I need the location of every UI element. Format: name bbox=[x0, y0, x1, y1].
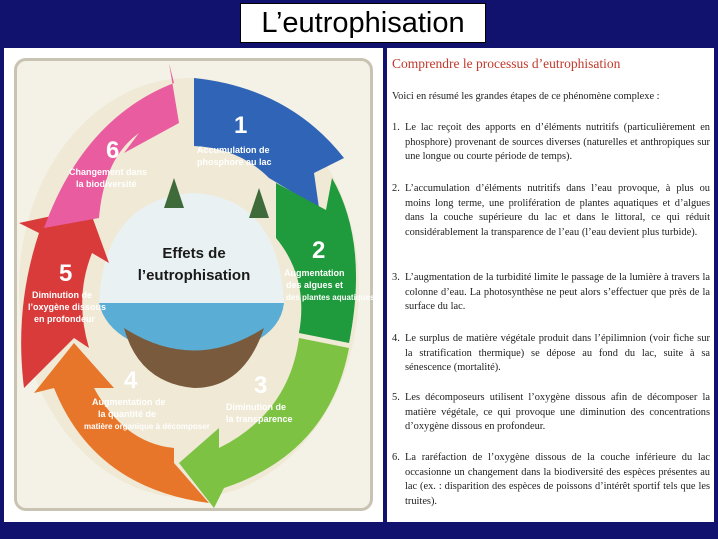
item-number: 6. bbox=[392, 452, 400, 463]
eutrophication-cycle-diagram bbox=[14, 58, 373, 511]
explanation-item bbox=[392, 391, 710, 435]
explanation-item bbox=[392, 451, 710, 509]
step-5-number: 5 bbox=[59, 260, 73, 287]
step-6-line2: la biodiversité bbox=[76, 179, 137, 189]
item-text: L’accumulation d’éléments nutritifs dans l’eau provoque, à plus ou moins long terme, une prolifération de plantes aquatiques et d’algues dans la couche supérieure du lac et dans le littoral, ce qui réduit considérablement la transparence de l’eau (l’eau devient plus turbide). bbox=[405, 183, 710, 238]
step-6-number: 6 bbox=[106, 137, 120, 164]
item-text: Les décomposeurs utilisent l’oxygène dissous afin de décomposer la matière végétale, ce qui provoque une diminution des concentrations d’oxygène dissous en profondeur. bbox=[405, 392, 710, 433]
item-text: L’augmentation de la turbidité limite le passage de la lumière à travers la colonne d’eau. La photosynthèse ne peut alors s’effectuer que près de la surface du lac. bbox=[405, 272, 710, 313]
step-5-line3: en profondeur bbox=[34, 314, 95, 324]
slide-footer-strip bbox=[0, 524, 718, 539]
slide-title: L’eutrophisation bbox=[240, 3, 486, 43]
item-number: 4. bbox=[392, 333, 400, 344]
step-5-line2: l’oxygène dissous bbox=[28, 302, 107, 312]
step-4-line1: Augmentation de bbox=[92, 397, 166, 407]
item-text: La raréfaction de l’oxygène dissous de la couche inférieure du lac occasionne un changement dans la biodiversité des espèces présentes au lac (ex. : disparition des espèces de poissons d’intérêt sportif tels que les truites). bbox=[405, 452, 710, 507]
item-number: 2. bbox=[392, 183, 400, 194]
step-2-line2: des algues et bbox=[286, 280, 344, 290]
step-6-line1: Changement dans bbox=[69, 167, 148, 177]
step-3-line2: la transparence bbox=[226, 414, 293, 424]
step-2-line3: des plantes aquatiques bbox=[286, 293, 373, 302]
explanation-panel bbox=[387, 48, 714, 522]
diagram-panel bbox=[4, 48, 383, 522]
explanation-item bbox=[392, 182, 710, 240]
step-5-line1: Diminution de bbox=[32, 290, 92, 300]
step-1-line1: Accumulation de bbox=[197, 145, 270, 155]
step-4-line2: la quantité de bbox=[98, 409, 157, 419]
explanation-item bbox=[392, 121, 710, 165]
item-number: 3. bbox=[392, 272, 400, 283]
item-number: 5. bbox=[392, 392, 400, 403]
item-number: 1. bbox=[392, 122, 400, 133]
step-4-line3: matière organique à décomposer bbox=[84, 422, 210, 431]
step-1-number: 1 bbox=[234, 112, 248, 139]
step-2-line1: Augmentation bbox=[284, 268, 345, 278]
step-1-line2: phosphore au lac bbox=[197, 157, 272, 167]
step-4-number: 4 bbox=[124, 367, 138, 394]
diagram-frame bbox=[14, 58, 373, 511]
explanation-item bbox=[392, 271, 710, 315]
center-label-2: l’eutrophisation bbox=[137, 267, 251, 284]
explanation-item bbox=[392, 332, 710, 376]
explanation-intro: Voici en résumé les grandes étapes de ce phénomène complexe : bbox=[392, 91, 660, 102]
explanation-heading: Comprendre le processus d’eutrophisation bbox=[392, 56, 621, 71]
step-3-number: 3 bbox=[254, 372, 268, 399]
center-label-1: Effets de bbox=[162, 245, 226, 262]
item-text: Le surplus de matière végétale produit dans l’épilimnion (voir fiche sur la stratification thermique) se dépose au fond du lac, suite à sa sénescence (mortalité). bbox=[405, 333, 710, 374]
step-3-line1: Diminution de bbox=[226, 402, 286, 412]
item-text: Le lac reçoit des apports en d’éléments nutritifs (particulièrement en phosphore) provenant de sources diverses (naturelles et anthropiques sur une longue ou courte période de temps). bbox=[405, 122, 710, 163]
step-2-number: 2 bbox=[312, 237, 326, 264]
